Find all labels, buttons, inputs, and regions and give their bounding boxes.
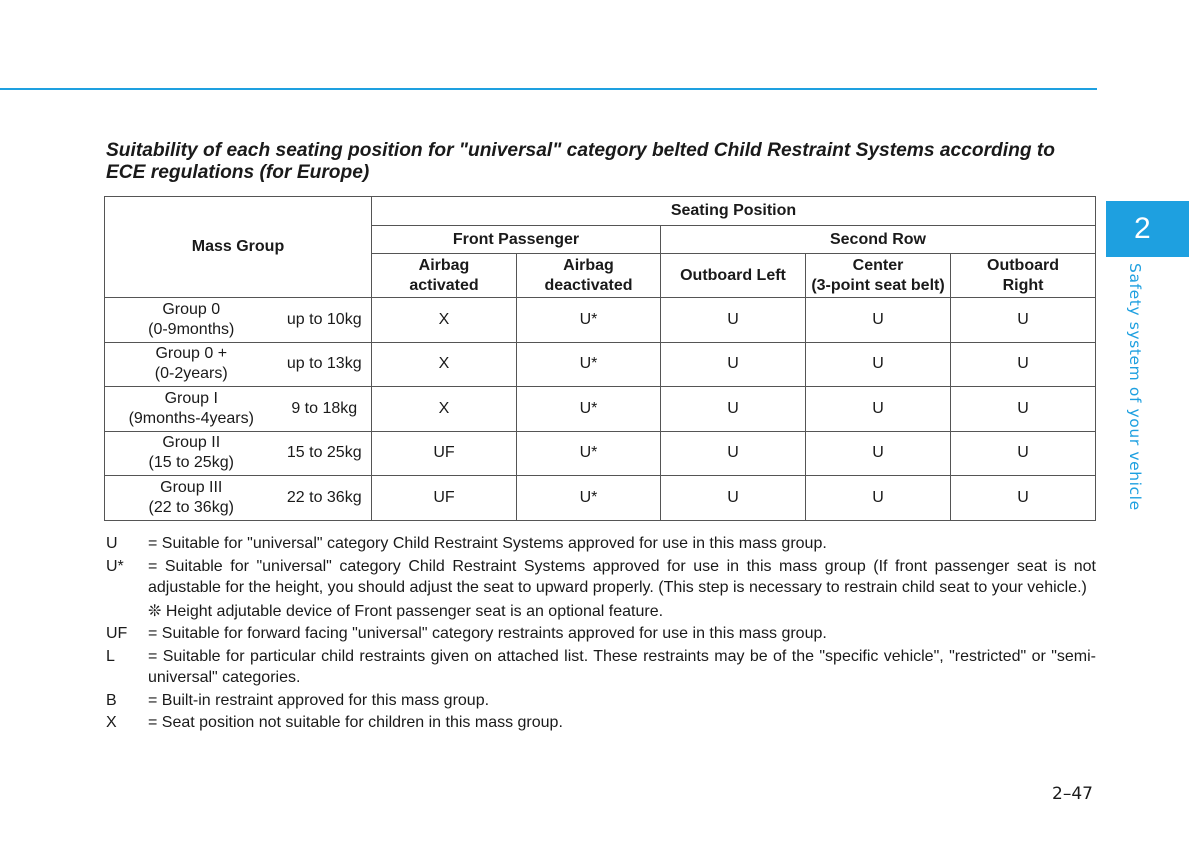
note-item [106,690,1096,712]
suitability-cell: U [806,342,951,387]
suitability-cell: U [661,298,806,343]
suitability-cell: U [806,476,951,521]
mass-group-cell: Group III (22 to 36kg) [105,476,278,521]
seating-position-header: Seating Position [372,197,1096,226]
suitability-cell: UF [372,476,517,521]
suitability-cell: U* [517,476,661,521]
note-code: U [106,535,118,552]
suitability-cell: U [661,342,806,387]
chapter-tab [1106,201,1189,257]
note-item [106,623,1096,645]
suitability-cell: X [372,342,517,387]
note-code: UF [106,625,128,642]
section-heading: Suitability of each seating position for "universal" category belted Child Restraint Systems according to ECE regulations (for Europe) [106,140,1055,183]
weight-cell: up to 13kg [278,342,372,387]
suitability-cell: U* [517,387,661,432]
airbag-deactivated-header: Airbag deactivated [517,254,661,298]
table-row [105,342,1096,387]
mass-group-cell: Group 0 + (0-2years) [105,342,278,387]
table-row [105,431,1096,476]
suitability-cell: U [661,387,806,432]
weight-cell: up to 10kg [278,298,372,343]
center-header: Center (3-point seat belt) [806,254,951,298]
note-sub: ❊ Height adjutable device of Front passenger seat is an optional feature. [148,602,664,620]
note-code: U* [106,557,124,575]
note-code: B [106,691,117,709]
suitability-cell: U [661,476,806,521]
suitability-cell: U [806,298,951,343]
suitability-cell: U [951,342,1096,387]
note-text: = Seat position not suitable for children in this mass group. [148,714,563,731]
weight-cell: 15 to 25kg [278,431,372,476]
second-row-header: Second Row [661,226,1096,254]
note-text: = Suitable for particular child restraints given on attached list. These restraints may be of the "specific vehicle", "restricted" or "semi-universal" categories. [148,647,1096,686]
mass-group-header: Mass Group [105,197,372,298]
suitability-cell: U [806,431,951,476]
chapter-title: Safety system of your vehicle [1126,263,1144,511]
chapter-number: 2 [1134,212,1151,245]
suitability-cell: X [372,298,517,343]
suitability-cell: U* [517,431,661,476]
table-row [105,476,1096,521]
suitability-cell: U [661,431,806,476]
airbag-activated-header: Airbag activated [372,254,517,298]
suitability-cell: X [372,387,517,432]
suitability-cell: U [951,431,1096,476]
mass-group-cell: Group 0 (0-9months) [105,298,278,343]
outboard-right-header: Outboard Right [951,254,1096,298]
outboard-left-header: Outboard Left [661,254,806,298]
suitability-cell: U [806,387,951,432]
note-item [106,556,1096,599]
suitability-cell: U [951,476,1096,521]
weight-cell: 9 to 18kg [278,387,372,432]
legend-notes [106,533,1096,735]
page-number: 2–47 [1052,784,1093,804]
mass-group-cell: Group I (9months-4years) [105,387,278,432]
mass-group-cell: Group II (15 to 25kg) [105,431,278,476]
note-item [106,646,1096,689]
suitability-cell: U* [517,298,661,343]
table-row [105,298,1096,343]
suitability-cell: UF [372,431,517,476]
suitability-cell: U* [517,342,661,387]
suitability-cell: U [951,298,1096,343]
child-restraint-table [104,196,1096,521]
note-text: = Built-in restraint approved for this mass group. [148,691,490,709]
note-item [106,533,1096,555]
note-item [106,712,1096,734]
suitability-cell: U [951,387,1096,432]
header-rule [0,88,1097,90]
note-code: X [106,714,117,731]
note-code: L [106,647,115,665]
front-passenger-header: Front Passenger [372,226,661,254]
note-text: = Suitable for "universal" category Child Restraint Systems approved for use in this mass group. [148,535,827,552]
table-row [105,387,1096,432]
note-text: = Suitable for forward facing "universal" category restraints approved for use in this mass group. [148,625,827,642]
weight-cell: 22 to 36kg [278,476,372,521]
note-text: = Suitable for "universal" category Child Restraint Systems approved for use in this mass group (If front passenger seat is not adjustable for the height, you should adjust the seat to upward properly. (This step is necessary to restrain child seat to your vehicle.) [148,557,1096,596]
